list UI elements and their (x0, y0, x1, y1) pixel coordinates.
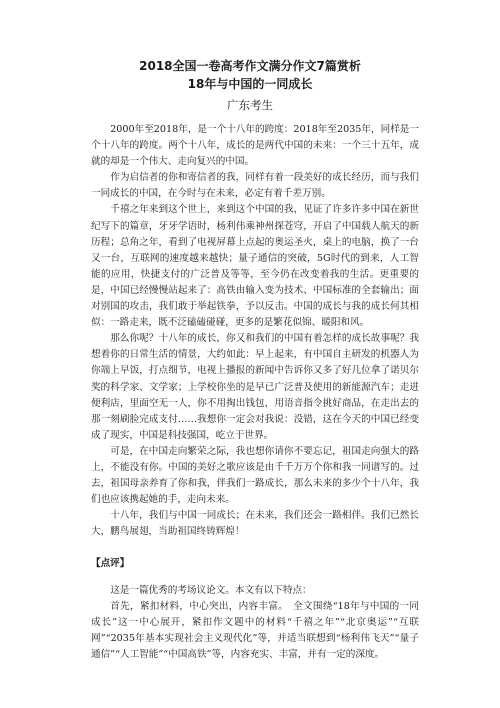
essay-paragraph: 作为启信者的你和寄信者的我，同样有着一段美好的成长经历，而与我们一同成长的中国，在今时与在未来，必定有着千差万别。 (91, 172, 419, 200)
review-paragraph: 首先，紧扣材料，中心突出，内容丰富。 全文围绕“18年与中国的一同成长”这一中心展开，紧扣作文题中的材料“千禧之年”“北京奥运”“互联网”“2035年基本实现社会主义现代化”等，并适当联想到“杨利伟飞天”“量子通信”“人工智能”“中国高铁”等，内容充实、丰富，并有一定的深度。 (91, 600, 419, 660)
document-title: 2018全国一卷高考作文满分作文7篇赏析 (139, 59, 361, 73)
essay-title: 18年与中国的一同成长 (187, 77, 313, 91)
essay-paragraph: 十八年，我们与中国一同成长；在未来，我们还会一路相伴。我们已然长大，鹏鸟展翅，当助祖国终铸辉煌！ (91, 510, 419, 538)
author-line: 广东考生 (227, 98, 273, 112)
review-heading: 【点评】 (91, 558, 130, 570)
essay-body (91, 122, 419, 663)
essay-paragraph: 千禧之年来到这个世上，来到这个中国的我，见证了许多许多中国在新世纪写下的篇章，牙牙学语时，杨利伟乘神州探苍穹，开启了中国载人航天的新历程；总角之年，看到了电视屏幕上点起的奥运圣火，桌上的电脑，换了一台又一台，互联网的速度越来越快；量子通信的突破，5G时代的到来，人工智能的应用，快捷支付的广泛普及等等，至今仍在改变着我的生活。更重要的是，中国已经慢慢站起来了：高铁由输入变为技术、中国标准的全套输出；面对别国的攻击，我们敢于举起铁拳，予以反击。中国的成长与我的成长何其相似：一路走来，既不泛磕磕碰碰，更多的是繁花似锦、暖阳和风。 (91, 204, 419, 329)
review-paragraph: 这是一篇优秀的考场议论文。本文有以下特点： (110, 584, 312, 596)
essay-paragraph: 2000年至2018年，是一个十八年的跨度：2018年至2035年，同样是一个十八年的跨度。两个十八年，成长的是两代中国的未来：一个三十五年，成就的却是一个伟大、走向复兴的中国。 (91, 124, 419, 168)
essay-paragraph: 可是，在中国走向繁荣之际，我也想你请你不要忘记，祖国走向强大的路上，不能没有你。中国的美好之歌应该是由千千万万个你和我一同谱写的。过去，祖国母亲养育了你和我，伴我们一路成长，那么未来的多少个十八年，我们也应该携起她的手，走向未来。 (91, 445, 419, 506)
essay-paragraph: 那么你呢？十八年的成长，你又和我们的中国有着怎样的成长故事呢？我想着你的日常生活的情景，大约如此：早上起来，有中国自主研发的机器人为你端上早饭，打点细节，电视上播报的新闻中告诉你又多了好几位拿了诺贝尔奖的科学家、文学家；上学校你坐的是早已广泛普及使用的新能源汽车；走进便利店，里面空无一人，你不用掏出钱包，用语音指令挑好商品，在走出去的那一刻刷脸完成支付……我想你一定会对我说：没错，这在今天的中国已经变成了现实，中国是科技强国，屹立于世界。 (91, 333, 419, 441)
